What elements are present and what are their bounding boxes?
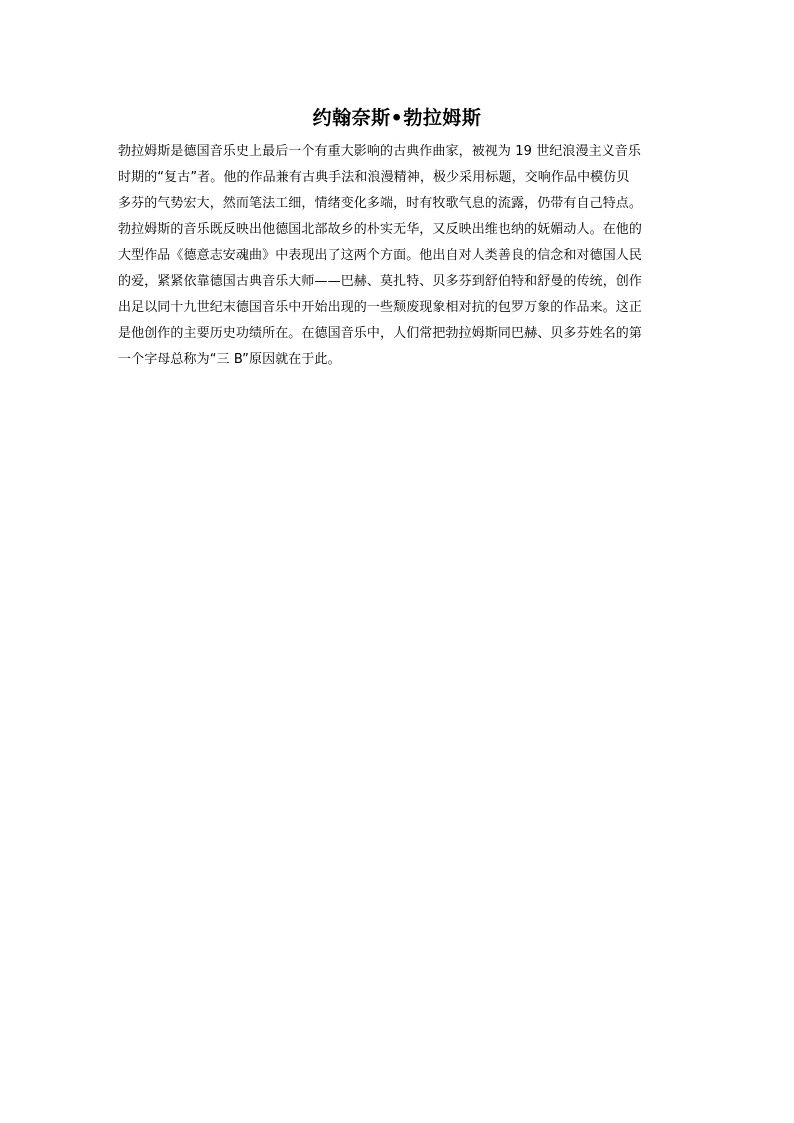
- page-title: 约翰奈斯•勃拉姆斯: [312, 107, 482, 129]
- text-line: 时期的“复古”者。他的作品兼有古典手法和浪漫精神，极少采用标题，交响作品中模仿贝: [118, 170, 630, 185]
- text-line: 勃拉姆斯的音乐既反映出他德国北部故乡的朴实无华，又反映出维也纳的妩媚动人。在他的: [118, 222, 643, 237]
- article-body: [118, 139, 678, 373]
- text-line: 一个字母总称为“三 B”原因就在于此。: [118, 352, 341, 367]
- text-line: 勃拉姆斯是德国音乐史上最后一个有重大影响的古典作曲家，被视为 19 世纪浪漫主义音乐: [118, 144, 642, 159]
- text-line: 大型作品《德意志安魂曲》中表现出了这两个方面。他出自对人类善良的信念和对德国人民: [118, 248, 643, 263]
- text-line: 出足以同十九世纪末德国音乐中开始出现的一些颓废现象相对抗的包罗万象的作品来。这正: [118, 300, 643, 315]
- text-line: 多芬的气势宏大，然而笔法工细，情绪变化多端，时有牧歌气息的流露，仍带有自己特点。: [118, 196, 643, 211]
- text-line: 的爱，紧紧依靠德国古典音乐大师——巴赫、莫扎特、贝多芬到舒伯特和舒曼的传统，创作: [118, 274, 643, 289]
- text-line: 是他创作的主要历史功绩所在。在德国音乐中，人们常把勃拉姆斯同巴赫、贝多芬姓名的第: [118, 326, 643, 341]
